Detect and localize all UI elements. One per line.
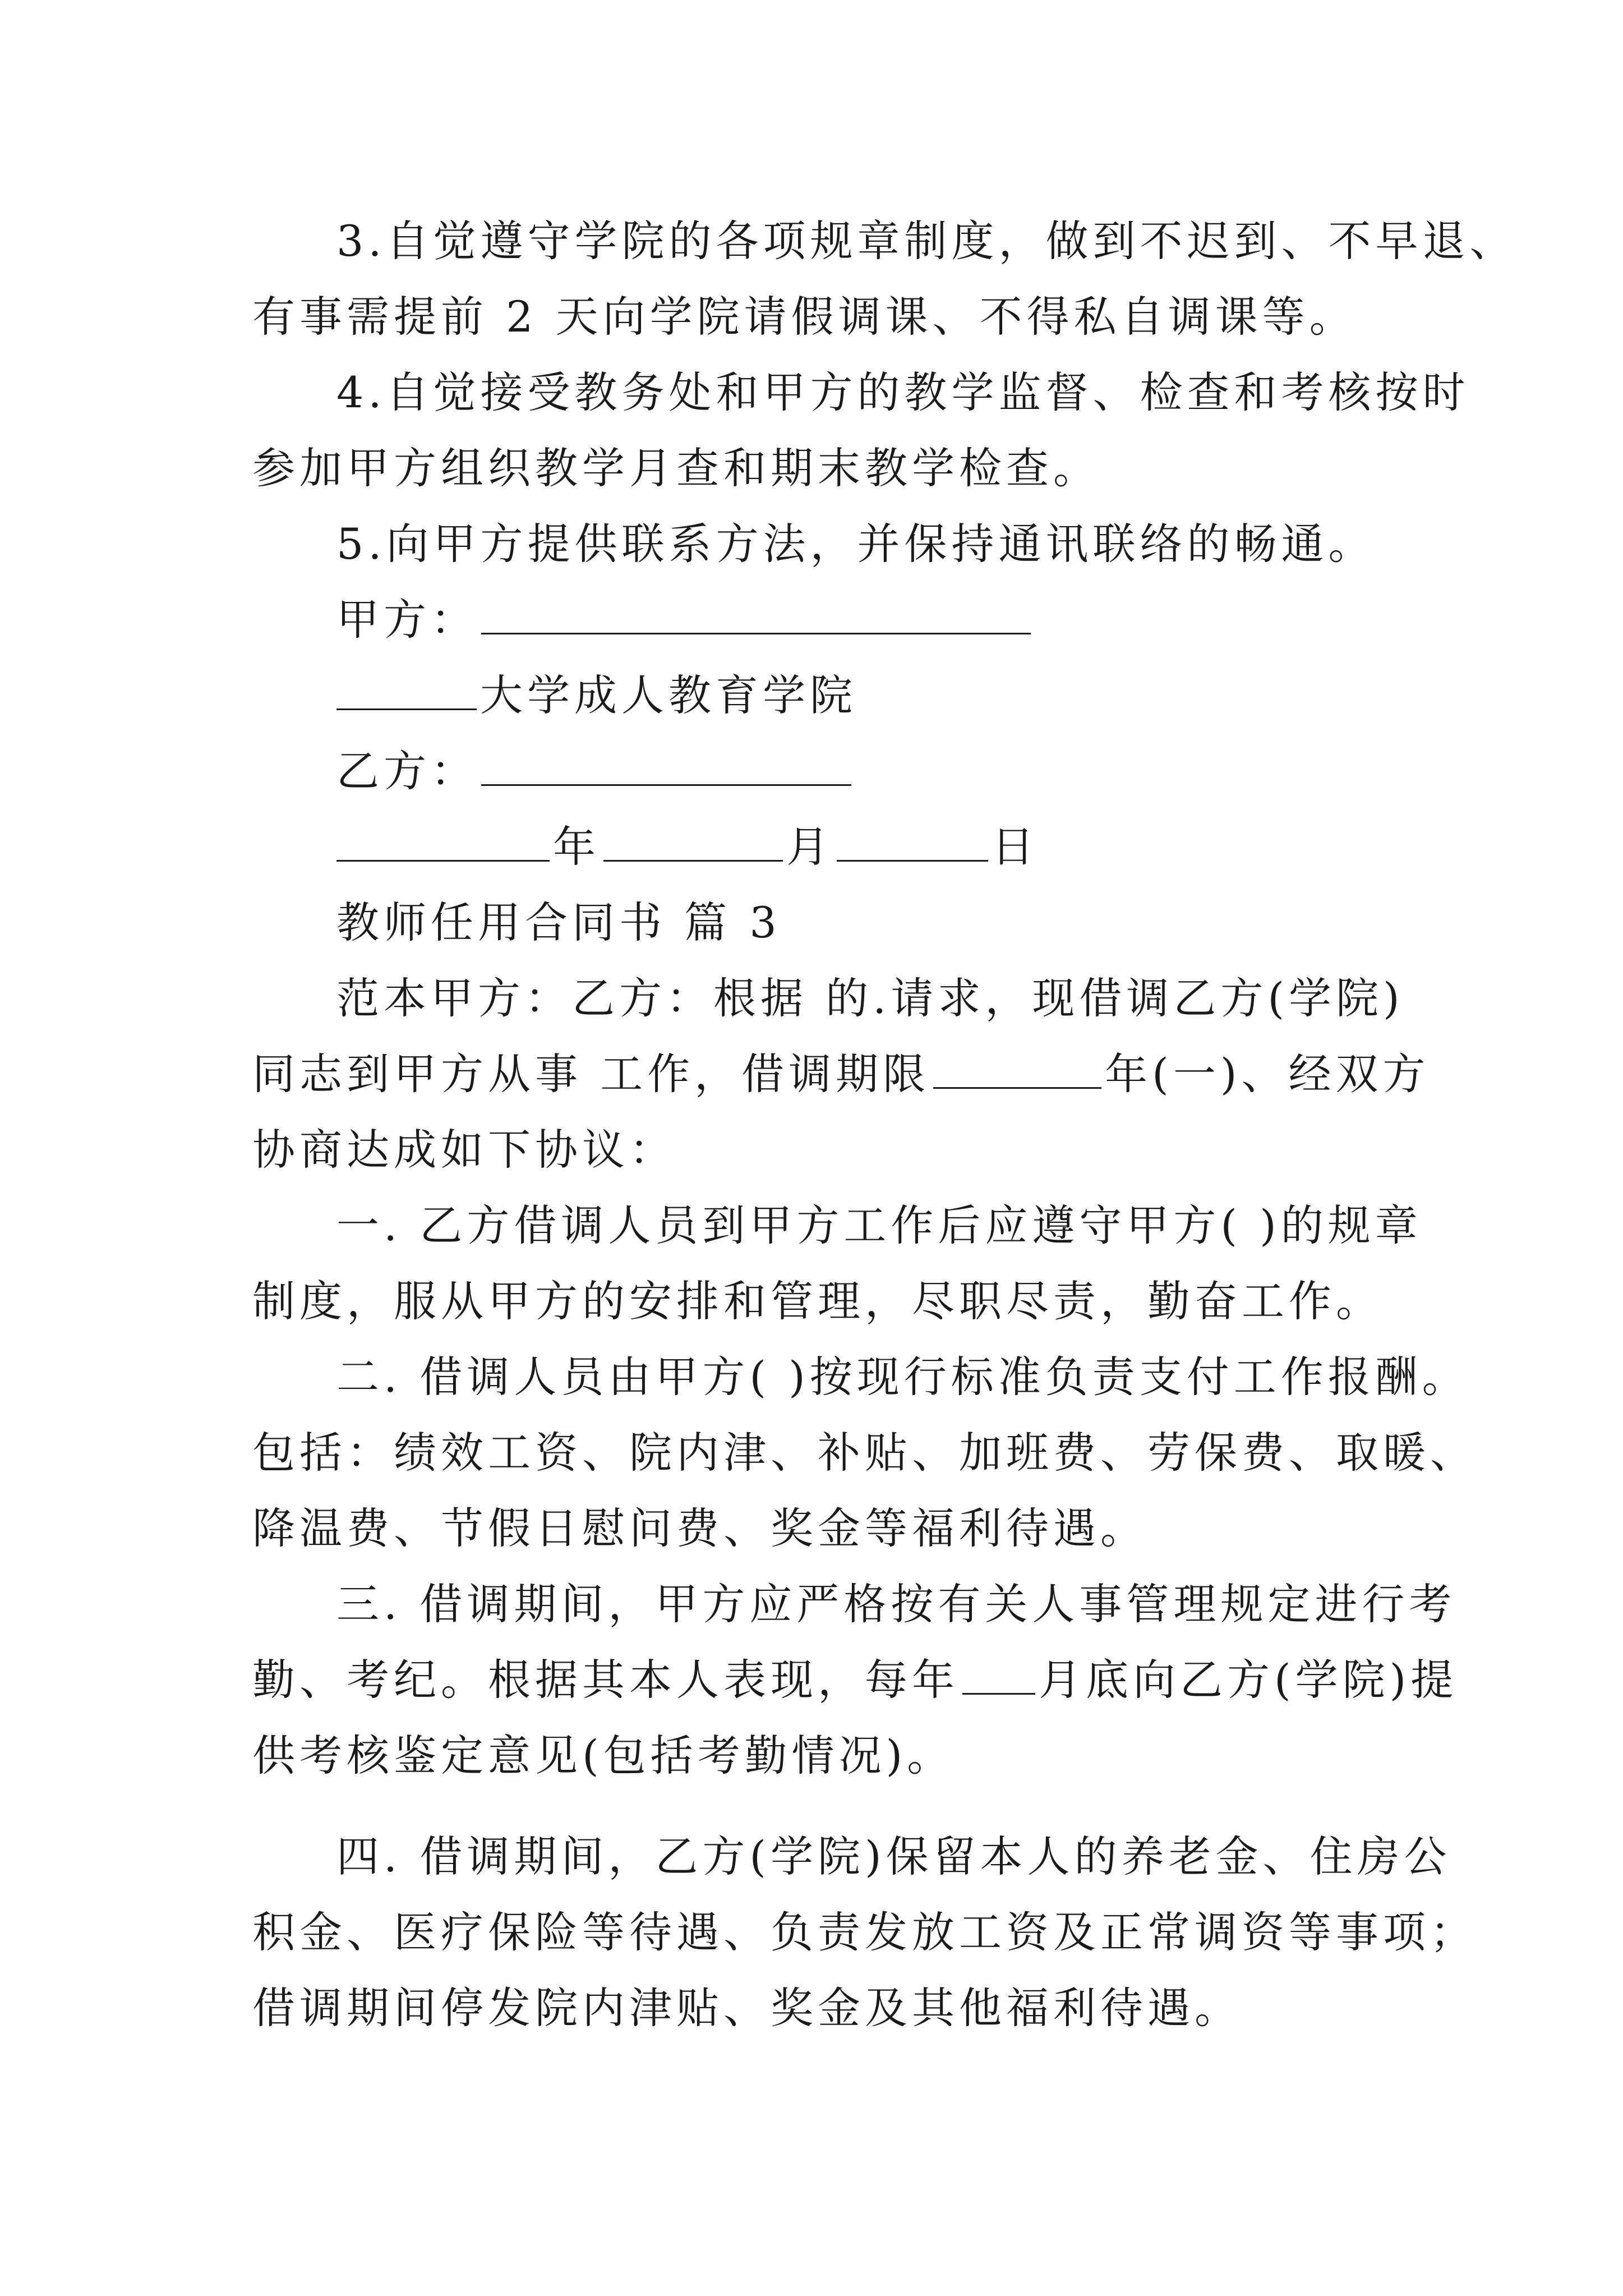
text-line: 二. 借调人员由甲方( )按现行标准负责支付工作报酬。 <box>336 1352 1469 1402</box>
text-line: 三. 借调期间，甲方应严格按有关人事管理规定进行考 <box>336 1579 1456 1629</box>
text-line: 协商达成如下协议： <box>252 1125 676 1175</box>
section-title: 教师任用合同书 篇 3 <box>336 898 781 947</box>
month-blank <box>962 1657 1035 1695</box>
year-blank <box>336 824 550 862</box>
party-b-blank <box>481 748 851 786</box>
text-line: 包括：绩效工资、院内津、补贴、加班费、劳保费、取暖、 <box>252 1428 1477 1478</box>
year-label: 年 <box>553 822 600 872</box>
college-line <box>336 668 857 724</box>
text-segment: 勤、考纪。根据其本人表现，每年 <box>252 1655 959 1705</box>
text-line <box>252 1652 1458 1708</box>
month-blank <box>603 824 783 862</box>
text-line: 4.自觉接受教务处和甲方的教学监督、检查和考核按时 <box>336 367 1470 417</box>
party-a-blank <box>481 597 1031 634</box>
party-b-label: 乙方： <box>336 746 478 796</box>
text-line: 一. 乙方借调人员到甲方工作后应遵守甲方( )的规章 <box>336 1200 1422 1250</box>
text-segment: 年(一)、经双方 <box>1105 1049 1430 1099</box>
text-line: 借调期间停发院内津贴、奖金及其他福利待遇。 <box>252 1983 1242 2033</box>
party-b-line <box>336 743 855 799</box>
date-line <box>336 819 1039 875</box>
text-line: 参加甲方组织教学月查和期末教学检查。 <box>252 443 1100 493</box>
text-line: 供考核鉴定意见(包括考勤情况)。 <box>252 1731 955 1780</box>
party-a-line <box>336 592 1034 648</box>
text-segment: 同志到甲方从事 工作，借调期限 <box>252 1049 930 1099</box>
day-label: 日 <box>992 822 1039 872</box>
text-line: 5.向甲方提供联系方法，并保持通讯联络的畅通。 <box>336 519 1376 569</box>
text-line: 3.自觉遵守学院的各项规章制度，做到不迟到、不早退、 <box>336 216 1517 266</box>
text-line: 范本甲方：乙方：根据 的.请求，现借调乙方(学院) <box>336 973 1404 1023</box>
month-label: 月 <box>786 822 833 872</box>
term-blank <box>933 1051 1101 1089</box>
text-line: 制度，服从甲方的安排和管理，尽职尽责，勤奋工作。 <box>252 1276 1383 1326</box>
college-blank <box>336 673 477 710</box>
text-line: 有事需提前 2 天向学院请假调课、不得私自调课等。 <box>252 292 1357 342</box>
college-name: 大学成人教育学院 <box>480 670 857 720</box>
text-line: 积金、医疗保险等待遇、负责发放工资及正常调资等事项； <box>252 1907 1477 1957</box>
party-a-label: 甲方： <box>336 595 478 645</box>
text-line <box>252 1046 1430 1102</box>
day-blank <box>837 824 988 862</box>
text-line: 四. 借调期间，乙方(学院)保留本人的养老金、住房公 <box>336 1832 1451 1881</box>
text-segment: 月底向乙方(学院)提 <box>1039 1655 1458 1705</box>
text-line: 降温费、节假日慰问费、奖金等福利待遇。 <box>252 1503 1147 1553</box>
